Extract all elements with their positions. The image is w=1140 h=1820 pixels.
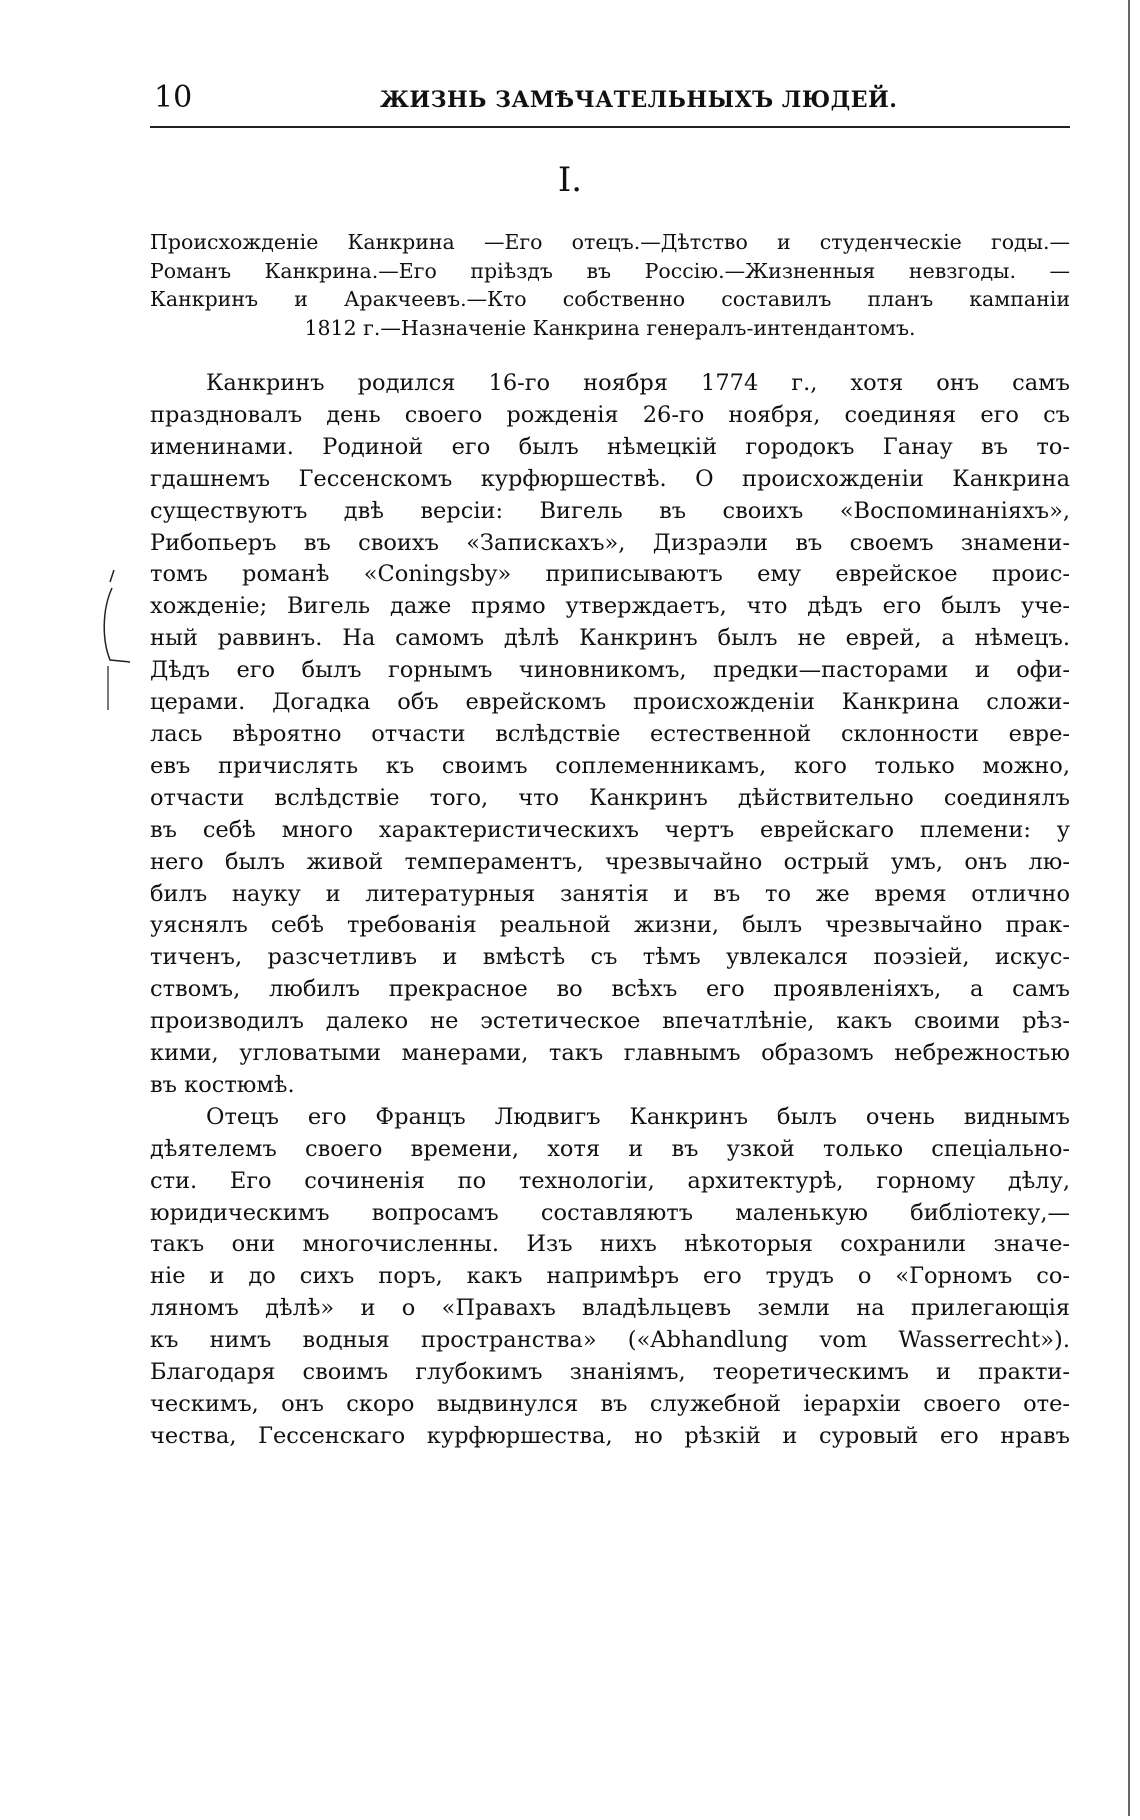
handwritten-margin-bracket (100, 570, 150, 730)
text-line: существуютъ двѣ версіи: Вигель въ своихъ «Воспоминаніяхъ», (150, 497, 1070, 524)
text-line: дѣятелемъ своего времени, хотя и въ узкой только спеціально- (150, 1135, 1070, 1162)
chapter-summary (150, 228, 1070, 342)
text-line: Рибопьеръ въ своихъ «Запискахъ», Дизраэли въ своемъ знамени- (150, 529, 1070, 556)
text-line: Благодаря своимъ глубокимъ знаніямъ, теоретическимъ и практи- (150, 1359, 1070, 1386)
text-line: томъ романѣ «Coningsby» приписываютъ ему еврейское проис- (150, 561, 1070, 588)
text-line: юридическимъ вопросамъ составляютъ маленькую библіотеку,— (150, 1199, 1070, 1226)
summary-line: Происхожденіе Канкрина —Его отецъ.—Дѣтство и студенческіе годы.— (150, 230, 1070, 254)
page-edge-line (1128, 0, 1130, 1816)
text-line: чества, Гессенскаго курфюршества, но рѣзкій и суровый его нравъ (150, 1422, 1070, 1449)
text-line: Отецъ его Францъ Людвигъ Канкринъ былъ очень виднымъ (206, 1103, 1070, 1130)
page-header (150, 78, 1070, 128)
text-line: въ костюмѣ. (150, 1071, 295, 1098)
summary-line: 1812 г.—Назначеніе Канкрина генералъ-интендантомъ. (304, 315, 916, 340)
text-line: тиченъ, разсчетливъ и вмѣстѣ съ тѣмъ увлекался поэзіей, искус- (150, 944, 1070, 971)
text-line: уяснялъ себѣ требованія реальной жизни, былъ чрезвычайно прак- (150, 912, 1070, 939)
text-line: кими, угловатыми манерами, такъ главнымъ образомъ небрежностью (150, 1040, 1070, 1067)
text-line: Канкринъ родился 16-го ноября 1774 г., хотя онъ самъ (206, 370, 1070, 396)
text-line: хожденіе; Вигель даже прямо утверждаетъ, что дѣдъ его былъ уче- (150, 593, 1070, 620)
text-line: праздновалъ день своего рожденія 26-го ноября, соединяя его съ (150, 401, 1070, 428)
text-line: евъ причислять къ своимъ соплеменникамъ, кого только можно, (150, 752, 1070, 779)
text-line: отчасти вслѣдствіе того, что Канкринъ дѣйствительно соединялъ (150, 784, 1070, 811)
text-line: ствомъ, любилъ прекрасное во всѣхъ его проявленіяхъ, а самъ (150, 976, 1070, 1003)
body-text (150, 368, 1070, 1453)
text-line: церами. Догадка объ еврейскомъ происхожденіи Канкрина сложи- (150, 689, 1070, 716)
summary-line: Романъ Канкрина.—Его пріѣздъ въ Россію.—Жизненныя невзгоды. — (150, 258, 1070, 283)
text-line: такъ они многочисленны. Изъ нихъ нѣкоторыя сохранили значе- (150, 1231, 1070, 1258)
text-line: ляномъ дѣлѣ» и о «Правахъ владѣльцевъ земли на прилегающія (150, 1295, 1070, 1322)
text-line: ческимъ, онъ скоро выдвинулся въ служебной іерархіи своего оте- (150, 1391, 1070, 1417)
page-number: 10 (154, 80, 193, 115)
text-line: билъ науку и литературныя занятія и въ то же время отлично (150, 880, 1070, 907)
running-title: ЖИЗНЬ ЗАМѢЧАТЕЛЬНЫХЪ ЛЮДЕЙ. (380, 87, 898, 113)
text-line: сти. Его сочиненія по технологіи, архитектурѣ, горному дѣлу, (150, 1167, 1070, 1194)
text-line: въ себѣ много характеристическихъ чертъ еврейскаго племени: у (150, 816, 1070, 843)
summary-line: Канкринъ и Аракчеевъ.—Кто собственно составилъ планъ кампаніи (150, 287, 1070, 311)
text-line: къ нимъ водныя пространства» («Abhandlung vom Wasserrecht»). (150, 1327, 1070, 1354)
text-line: именинами. Родиной его былъ нѣмецкій городокъ Ганау въ то- (150, 433, 1070, 460)
text-line: производилъ далеко не эстетическое впечатлѣніе, какъ своими рѣз- (150, 1008, 1070, 1035)
text-line: него былъ живой темпераментъ, чрезвычайно острый умъ, онъ лю- (150, 848, 1070, 875)
text-line: лась вѣроятно отчасти вслѣдствіе естественной склонности евре- (150, 720, 1070, 747)
text-line: гдашнемъ Гессенскомъ курфюршествѣ. О происхожденіи Канкрина (150, 465, 1070, 492)
chapter-number: I. (557, 160, 583, 200)
text-line: ніе и до сихъ поръ, какъ напримѣръ его трудъ о «Горномъ со- (150, 1263, 1070, 1290)
text-line: Дѣдъ его былъ горнымъ чиновникомъ, предки—пасторами и офи- (150, 657, 1070, 684)
text-line: ный раввинъ. На самомъ дѣлѣ Канкринъ былъ не еврей, а нѣмецъ. (150, 625, 1070, 652)
